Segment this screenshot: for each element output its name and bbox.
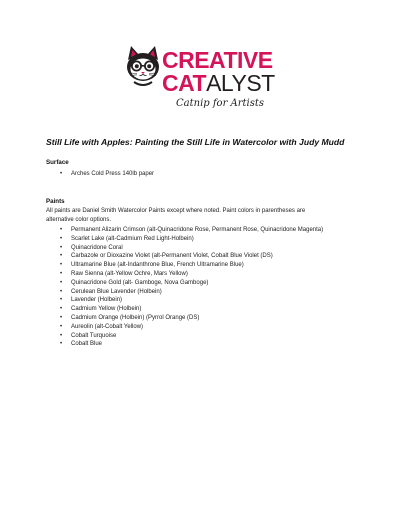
surface-heading: Surface bbox=[46, 159, 69, 166]
list-item-text: Lavender (Holbein) bbox=[71, 297, 123, 304]
list-item-text: Cadmium Yellow (Holbein) bbox=[71, 306, 142, 313]
cat-face-icon bbox=[124, 44, 162, 90]
list-item bbox=[60, 244, 323, 253]
bullet-icon: • bbox=[60, 227, 63, 233]
list-item bbox=[60, 261, 323, 270]
logo-wordmark-cat: CAT bbox=[162, 70, 207, 96]
logo-tagline: Catnip for Artists bbox=[176, 98, 265, 109]
bullet-icon: • bbox=[60, 279, 63, 286]
bullet-icon: • bbox=[60, 253, 63, 260]
bullet-icon: • bbox=[60, 244, 63, 251]
logo-wordmark-alyst: ALYST bbox=[206, 70, 275, 96]
list-item bbox=[60, 279, 323, 288]
bullet-icon: • bbox=[60, 262, 63, 269]
document-title: Still Life with Apples: Painting the Still Life in Watercolor with Judy Mudd bbox=[46, 137, 345, 147]
list-item-text: Cobalt Turquoise bbox=[71, 332, 117, 339]
list-item-text: Raw Sienna (alt-Yellow Ochre, Mars Yellow) bbox=[71, 270, 188, 277]
bullet-icon: • bbox=[60, 314, 63, 321]
list-item-text: Aureolin (alt-Cobalt Yellow) bbox=[71, 323, 144, 330]
paints-intro bbox=[46, 207, 346, 225]
bullet-icon: • bbox=[60, 341, 63, 348]
creative-catalyst-logo bbox=[124, 44, 284, 116]
list-item bbox=[60, 305, 323, 314]
list-item-text: Carbazole or Dioxazine Violet (alt-Permanent Violet, Cobalt Blue Violet (DS) bbox=[71, 253, 273, 260]
bullet-icon: • bbox=[60, 171, 63, 177]
bullet-icon: • bbox=[60, 297, 63, 304]
bullet-icon: • bbox=[60, 288, 63, 295]
bullet-icon: • bbox=[60, 306, 63, 313]
logo-wordmark-creative: CREATIVE bbox=[162, 47, 273, 73]
surface-list bbox=[60, 170, 154, 179]
list-item-text: Arches Cold Press 140lb paper bbox=[71, 171, 155, 177]
paints-heading: Paints bbox=[46, 198, 65, 205]
list-item-text: Cadmium Orange (Holbein) (Pyrrol Orange (DS) bbox=[71, 314, 200, 321]
list-item bbox=[60, 252, 323, 261]
list-item bbox=[60, 314, 323, 323]
list-item bbox=[60, 340, 323, 349]
list-item-text: Ultramarine Blue (alt-Indanthrone Blue, French Ultramarine Blue) bbox=[71, 262, 244, 269]
bullet-icon: • bbox=[60, 270, 63, 277]
logo-wordmark-catalyst bbox=[162, 72, 275, 95]
paints-intro-line1: All paints are Daniel Smith Watercolor Paints except where noted. Paint colors in parentheses are bbox=[46, 208, 306, 214]
list-item bbox=[60, 226, 323, 235]
bullet-icon: • bbox=[60, 332, 63, 339]
list-item bbox=[60, 270, 323, 279]
list-item bbox=[60, 235, 323, 244]
bullet-icon: • bbox=[60, 323, 63, 330]
list-item bbox=[60, 170, 154, 179]
list-item-text: Scarlet Lake (alt-Cadmium Red Light-Holbein) bbox=[71, 235, 194, 242]
list-item-text: Cerulean Blue Lavender (Holbein) bbox=[71, 288, 162, 295]
list-item bbox=[60, 288, 323, 297]
list-item-text: Cobalt Blue bbox=[71, 341, 103, 348]
list-item-text: Quinacridone Coral bbox=[71, 244, 123, 251]
paints-intro-line2: alternative color options. bbox=[46, 216, 112, 223]
paints-list bbox=[60, 226, 323, 349]
list-item-text: Quinacridone Gold (alt- Gamboge, Nova Gamboge) bbox=[71, 279, 209, 286]
bullet-icon: • bbox=[60, 235, 63, 242]
list-item bbox=[60, 296, 323, 305]
list-item bbox=[60, 323, 323, 332]
list-item bbox=[60, 332, 323, 341]
list-item-text: Permanent Alizarin Crimson (alt-Quinacridone Rose, Permanent Rose, Quinacridone Magenta) bbox=[71, 227, 324, 233]
